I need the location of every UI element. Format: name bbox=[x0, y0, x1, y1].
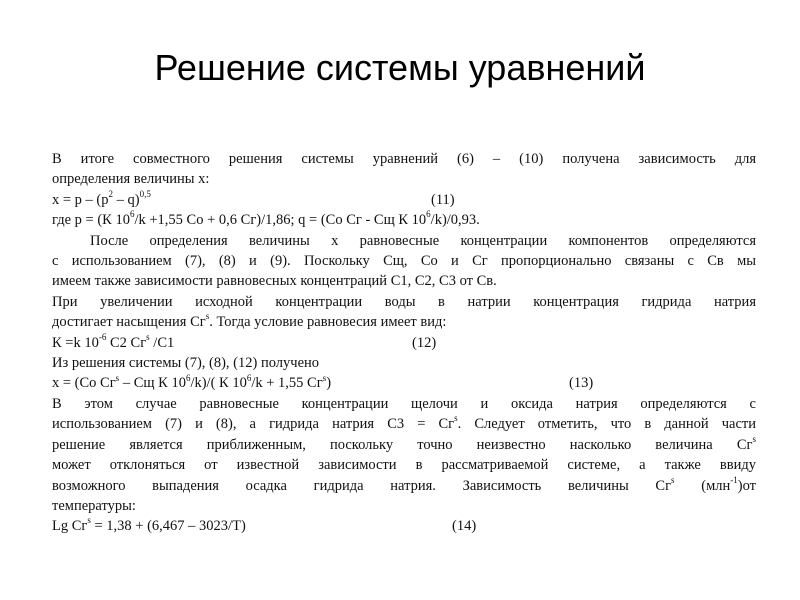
text-line: решение является приближенным, поскольку точно неизвестно насколько величина $Сг^s$ bbox=[52, 433, 756, 453]
equation-number: (12) bbox=[412, 334, 437, 351]
text-line: достигает насыщения $Сг^s$. Тогда условие равновесия имеет вид: bbox=[52, 311, 447, 331]
text-line: температуры: bbox=[52, 497, 136, 514]
equation-number: (11) bbox=[431, 191, 455, 208]
text-line: определения величины х: bbox=[52, 171, 210, 188]
equation-12: К =k $10^{-6}$ С2 $Сг^s$ /С1 (12) bbox=[52, 333, 756, 353]
text-line: При увеличении исходной концентрации воды в натрии концентрация гидрида натрия bbox=[52, 293, 756, 310]
text-line: После определения величины х равновесные концентрации компонентов определяются bbox=[90, 232, 756, 249]
text-line: где р = (К $10^6/k +1,55$ Со + 0,6 Сг)/1,86; q = (Со Сг - Сщ К $10^6/k)/0,93$. bbox=[52, 209, 480, 229]
text-line: В итоге совместного решения системы уравнений (6) – (10) получена зависимость для bbox=[52, 151, 756, 167]
slide-title: Решение системы уравнений bbox=[154, 47, 646, 88]
text-line: Из решения системы (7), (8), (12) получено bbox=[52, 355, 320, 372]
slide-body bbox=[52, 149, 756, 537]
equation-11: $х = р - (р^2 - q)^{0,5}$ (11) bbox=[52, 190, 756, 210]
equation-number: (14) bbox=[452, 518, 477, 535]
equation-14: Lg $Сг^s = 1,38 + (6,467 - 3023/Т)$ (14) bbox=[52, 516, 756, 536]
equation-13: х = (Со $Сг^s$ – Сщ К $10^6/k)/$( К $10^6/k + 1,55$ $Сг^s$) (13) bbox=[52, 373, 756, 393]
text-line: В этом случае равновесные концентрации щелочи и оксида натрия определяются с bbox=[52, 395, 756, 412]
equation-number: (13) bbox=[569, 375, 594, 392]
text-line: возможного выпадения осадка гидрида натрия. Зависимость величины $Сг^s$ (млн$^{-1}$)от bbox=[52, 474, 756, 494]
text-line: может отклоняться от известной зависимости в рассматриваемой системе, а также ввиду bbox=[52, 457, 756, 474]
text-line: с использованием (7), (8) и (9). Поскольку Сщ, Со и Сг пропорционально связаны с Св мы bbox=[52, 253, 756, 270]
text-line: имеем также зависимости равновесных концентраций С1, С2, С3 от Св. bbox=[52, 273, 497, 290]
text-line: использованием (7) и (8), а гидрида натрия $С3 = Сг^s$. Следует отметить, что в данной части bbox=[52, 413, 756, 433]
